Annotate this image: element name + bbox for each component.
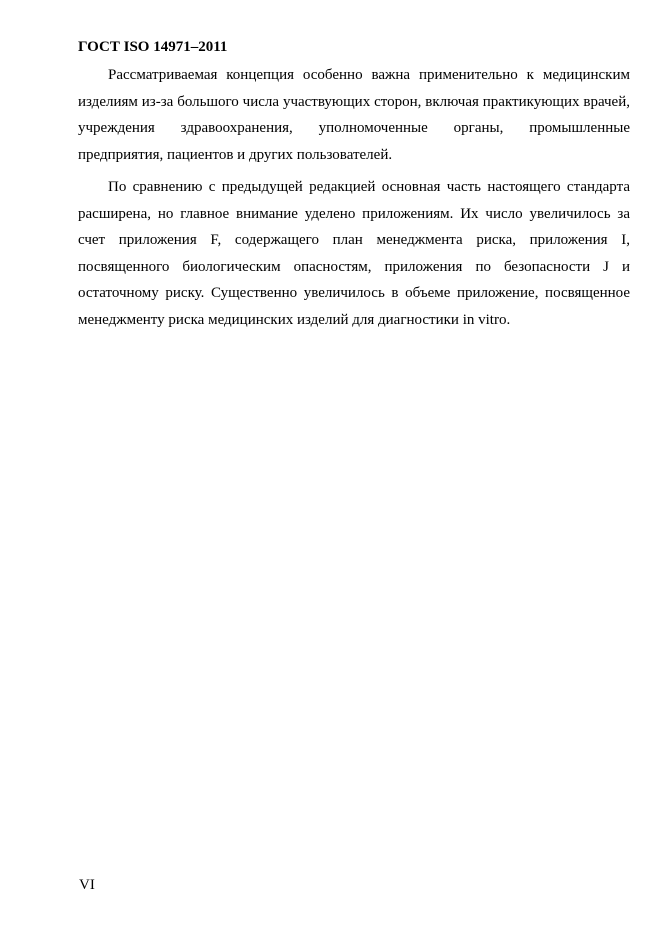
paragraph-edition-changes: По сравнению с предыдущей редакцией основная часть настоящего стандарта расширена, но главное внимание уделено приложениям. Их число увеличилось за счет приложения F, содержащего план менеджмента риска, приложения I, посвященного биологическим опасностям, приложения по безопасности J и остаточному риску. Существенно увеличилось в объеме приложение, посвященное менеджменту риска медицинских изделий для диагностики in vitro. bbox=[78, 179, 630, 328]
paragraph-concept: Рассматриваемая концепция особенно важна применительно к медицинским изделиям из-за большого числа участвующих сторон, включая практикующих врачей, учреждения здравоохранения, уполномоченные органы, промышленные предприятия, пациентов и других пользователей. bbox=[78, 67, 630, 163]
page-number: VI bbox=[79, 877, 95, 893]
body-text bbox=[78, 62, 630, 333]
standard-header: ГОСТ ISO 14971–2011 bbox=[78, 39, 228, 55]
